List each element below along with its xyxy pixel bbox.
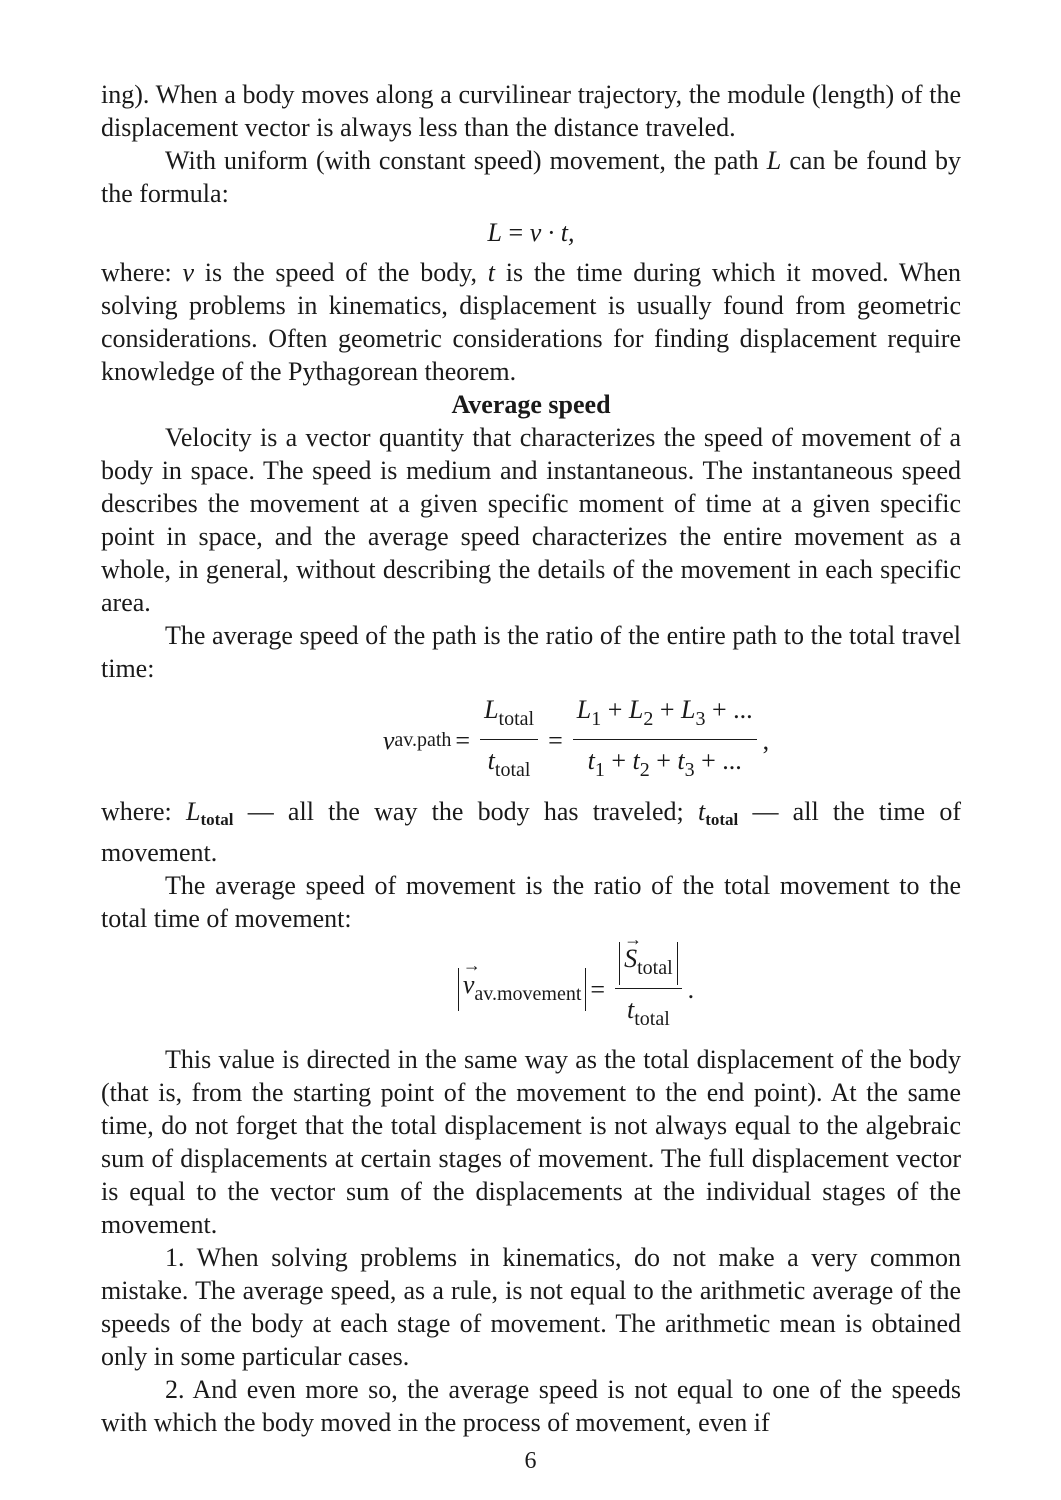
f1-t3: t [677,746,685,775]
f1-plus-n2: + [653,695,682,724]
f2-fraction [615,942,682,1036]
formula-average-movement-speed [101,935,961,1043]
t-total-sub: total [705,810,739,829]
f2-S: → S [624,942,637,976]
f1-t2-sub: 2 [639,759,650,781]
paragraph-6-text-a: where: [101,797,186,826]
formula-path-lhs: L [487,218,503,247]
f2-v-sub: av.movement [474,982,582,1005]
speed-variable: v [182,258,195,287]
f1-plus-d2: + [649,746,678,775]
f1-d1-sub: total [494,759,531,781]
paragraph-3-text-b: is the speed of the body, [194,258,488,287]
f1-n1-sub: total [498,708,535,730]
f1-fraction-2-numerator [573,693,757,740]
f1-v-sub: av.path [394,728,452,751]
f1-L1: L [576,695,592,724]
f1-plus-d1: + [604,746,633,775]
f1-t3-sub: 3 [684,759,695,781]
paragraph-6 [101,795,961,869]
formula-path-equals: = [502,218,530,247]
f2-S-sub: total [637,957,673,979]
body-text [101,78,961,1439]
f1-L3-sub: 3 [695,708,706,730]
f1-plus-n1: + [601,695,629,724]
f1-t1-sub: 1 [594,759,605,781]
paragraph-3-text-a: where: [101,258,183,287]
f2-numerator [615,942,682,989]
path-variable: L [766,146,782,175]
f1-t2: t [632,746,640,775]
paragraph-9: 1. When solving problems in kinematics, do not make a very common mistake. The average speed, as a rule, is not equal to the arithmetic average of the speeds of the body at each stage of movement. The arithmetic mean is obtained only in some particular cases. [101,1243,961,1371]
paragraph-8: This value is directed in the same way as the total displacement of the body (that is, from the starting point of the movement to the end point). At the same time, do not forget that the total displacement is not always equal to the algebraic sum of displacements at certain stages of movement. The full displacement vector is equal to the vector sum of the displacements at the individual stages of the movement. [101,1045,961,1239]
f2-denominator [623,989,674,1036]
f2-t: t [626,995,635,1024]
f2-abs-displacement [619,942,678,985]
f1-v: v [382,725,395,755]
paragraph-5: The average speed of the path is the ratio of the entire path to the total travel time: [101,621,961,683]
paragraph-7: The average speed of movement is the ratio of the total movement to the total time of movement: [101,871,961,933]
paragraph-6-text-c: — all the time of movement. [101,797,961,867]
f1-num-tail: + ... [705,695,753,724]
L-total-sub: total [200,810,234,829]
f2-t-sub: total [634,1008,670,1030]
L-total-var: L [185,797,201,826]
time-variable: t [487,258,495,287]
f1-d1-var: t [487,746,495,775]
paragraph-2-text-b: can be found by the formula: [101,146,962,208]
f1-L2: L [628,695,644,724]
paragraph-6-text-b: — all the way the body has traveled; [233,797,698,826]
f1-equals-2: = [548,725,563,755]
f2-equals: = [590,974,606,1004]
paragraph-2 [101,144,961,210]
t-total-var: t [697,797,706,826]
f1-fraction-2-denominator [584,740,746,787]
f2-abs-velocity [458,968,587,1011]
paragraph-1: ing). When a body moves along a curvilinear trajectory, the module (length) of the displacement vector is always less than the distance traveled. [101,80,961,142]
page-number: 6 [524,1448,537,1474]
paragraph-10: 2. And even more so, the average speed is not equal to one of the speeds with which the body moved in the process of movement, even if [101,1375,961,1437]
formula-path-rhs: v · t, [529,218,575,247]
f1-L3: L [681,695,696,724]
f2-period: . [687,974,695,1004]
f1-fraction-1-denominator [484,740,535,787]
paragraph-3 [101,256,961,388]
f1-fraction-1 [480,693,538,787]
f1-fraction-2 [573,693,757,787]
f1-t1: t [587,746,595,775]
paragraph-3-text-c: is the time during which it moved. When solving problems in kinematics, displacement is usually found from geometric considerations. Often geometric considerations for finding displacement require knowledge of the Pythagorean theorem. [101,258,961,386]
formula-path [101,210,961,256]
f2-v: → v [463,968,475,1002]
f1-fraction-1-numerator [480,693,538,740]
paragraph-4: Velocity is a vector quantity that characterizes the speed of movement of a body in space. The speed is medium and instantaneous. The instantaneous speed describes the movement at a given specific moment of time at a given specific point in space, and the average speed characterizes the entire movement as a whole, in general, without describing the details of the movement in each specific area. [101,423,961,617]
f1-comma: , [762,725,770,755]
section-heading: Average speed [451,390,611,419]
f1-n1-var: L [484,695,499,724]
f1-den-tail: + ... [694,746,742,775]
f1-equals-1: = [455,725,471,755]
f1-L2-sub: 2 [643,708,654,730]
formula-average-path-speed [101,685,961,795]
paragraph-2-text-a: With uniform (with constant speed) movement, the path [165,146,767,175]
f1-L1-sub: 1 [591,708,602,730]
